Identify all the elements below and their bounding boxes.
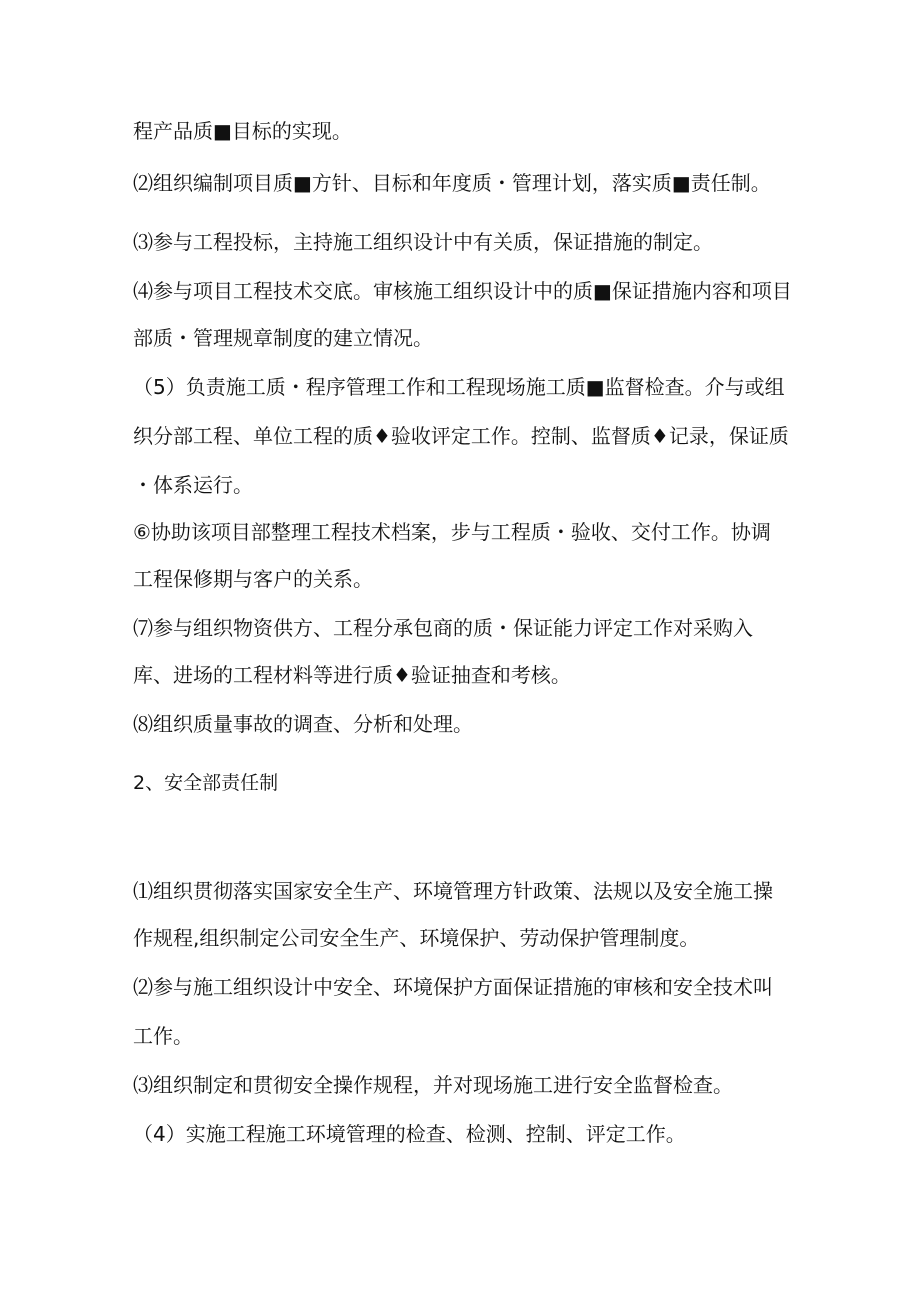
text-line: ⑶组织制定和贯彻安全操作规程，并对现场施工进行安全监督检查。 [133,1073,733,1097]
section-heading: 2、安全部责任制 [133,772,279,794]
text-line: ・体系运行。 [133,473,253,497]
text-line: （5）负责施工质・程序管理工作和工程现场施工质■监督检查。介与或组 [133,375,785,399]
text-line: ⑷参与项目工程技术交底。审核施工组织设计中的质■保证措施内容和项目 [133,279,792,303]
text-line: 部质・管理规章制度的建立情况。 [133,326,433,350]
text-line: ⑶参与工程投标，主持施工组织设计中有关质，保证措施的制定。 [133,230,713,254]
text-line: ⑻组织质量事故的调查、分析和处理。 [133,712,473,736]
text-line: 工程保修期与客户的关系。 [133,567,373,591]
text-line: ⑵组织编制项目质■方针、目标和年度质・管理计划，落实质■责任制。 [133,171,771,195]
text-line: 库、进场的工程材料等进行质♦验证抽查和考核。 [133,663,571,687]
text-line: 织分部工程、单位工程的质♦验收评定工作。控制、监督质♦记录，保证质 [133,424,789,448]
text-line: 工作。 [133,1024,193,1048]
text-line: （4）实施工程施工环境管理的检查、检测、控制、评定工作。 [133,1122,686,1146]
text-line: 作规程,组织制定公司安全生产、环境保护、劳动保护管理制度。 [133,926,700,950]
text-line: ⑥协助该项目部整理工程技术档案，步与工程质・验收、交付工作。协调 [133,520,771,544]
text-line: 程产品质■目标的实现。 [133,119,352,143]
text-line: ⑺参与组织物资供方、工程分承包商的质・保证能力评定工作对采购入 [133,616,753,640]
text-line: ⑴组织贯彻落实国家安全生产、环境管理方针政策、法规以及安全施工操 [133,879,773,903]
text-line: ⑵参与施工组织设计中安全、环境保护方面保证措施的审核和安全技术叫 [133,975,773,999]
